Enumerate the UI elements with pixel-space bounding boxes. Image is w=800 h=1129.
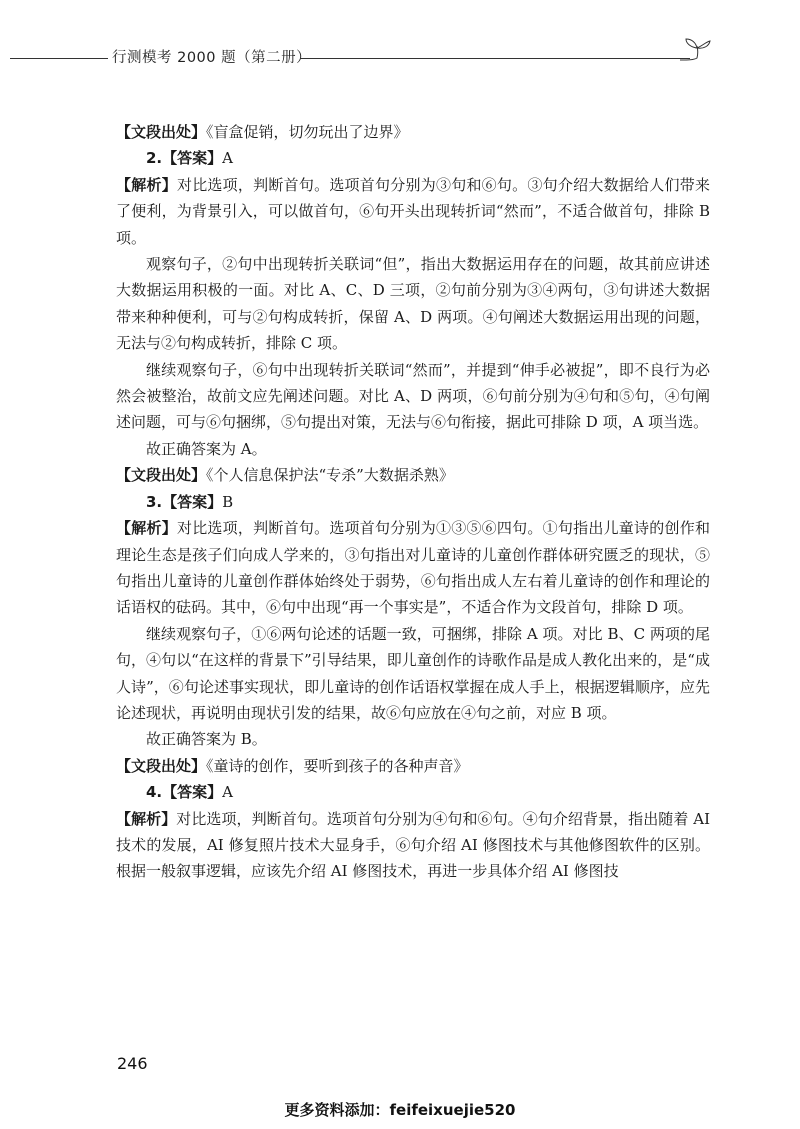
body-paragraph <box>116 119 710 145</box>
paragraph-text: 《个人信息保护法“专杀”大数据杀熟》 <box>206 466 454 485</box>
page-number: 246 <box>117 1054 148 1073</box>
body-paragraph <box>116 436 710 462</box>
body-paragraph <box>116 489 710 515</box>
paragraph-text: 故正确答案为 B。 <box>146 730 267 749</box>
paragraph-label: 4.【答案】 <box>146 783 223 802</box>
body-paragraph <box>116 806 710 885</box>
book-title: 行测模考 2000 题（第二册） <box>112 50 312 66</box>
paragraph-text: 观察句子，②句中出现转折关联词“但”，指出大数据运用存在的问题，故其前应讲述大数据运用积极的一面。对比 A、C、D 三项，②句前分别为③④两句，③句讲述大数据带来种种便利，可与②句构成转折，保留 A、D 两项。④句阐述大数据运用出现的问题，无法与②句构成转折，排除 C 项。 <box>116 255 710 353</box>
paragraph-text: 故正确答案为 A。 <box>146 439 267 458</box>
paragraph-text: 《童诗的创作，要听到孩子的各种声音》 <box>206 756 469 775</box>
paragraph-text: 对比选项，判断首句。选项首句分别为①③⑤⑥四句。①句指出儿童诗的创作和理论生态是孩子们向成人学来的，③句指出对儿童诗的儿童创作群体研究匮乏的现状，⑤句指出儿童诗的儿童创作群体始终处于弱势，⑥句指出成人左右着儿童诗的创作和理论的话语权的砝码。其中，⑥句中出现“再一个事实是”，不适合作为文段首句，排除 D 项。 <box>116 519 710 617</box>
body-paragraph <box>116 779 710 805</box>
paragraph-label: 【文段出处】 <box>116 123 207 141</box>
body-paragraph <box>116 621 710 727</box>
body-paragraph <box>116 515 710 621</box>
paragraph-text: 《盲盒促销，切勿玩出了边界》 <box>206 123 409 141</box>
paragraph-text: A <box>222 783 233 802</box>
paragraph-label: 【文段出处】 <box>116 466 207 485</box>
body-paragraph <box>116 462 710 488</box>
paragraph-text: B <box>222 492 234 511</box>
header-rule-right <box>300 58 690 59</box>
footer-note: 更多资料添加：feifeixuejie520 <box>284 1101 516 1119</box>
paragraph-label: 【文段出处】 <box>116 756 207 775</box>
paragraph-label: 【解析】 <box>116 519 177 538</box>
paragraph-text: A <box>222 149 233 168</box>
body-paragraph <box>116 753 710 779</box>
sprout-icon <box>680 38 714 64</box>
page-body <box>116 119 710 885</box>
paragraph-text: 继续观察句子，①⑥两句论述的话题一致，可捆绑，排除 A 项。对比 B、C 两项的尾句，④句以“在这样的背景下”引导结果，即儿童创作的诗歌作品是成人教化出来的，是“成人诗”，⑥句论述事实现状，即儿童诗的创作话语权掌握在成人手上，根据逻辑顺序，应先论述现状，再说明由现状引发的结果，故⑥句应放在④句之前，对应 B 项。 <box>116 624 710 722</box>
paragraph-label: 2.【答案】 <box>146 149 223 168</box>
body-paragraph <box>116 172 710 251</box>
paragraph-label: 3.【答案】 <box>146 492 223 511</box>
running-header <box>0 38 800 78</box>
body-paragraph <box>116 251 710 357</box>
paragraph-text: 对比选项，判断首句。选项首句分别为③句和⑥句。③句介绍大数据给人们带来了便利，为背景引入，可以做首句，⑥句开头出现转折词“然而”，不适合做首句，排除 B 项。 <box>116 175 710 247</box>
body-paragraph <box>116 726 710 752</box>
paragraph-text: 继续观察句子，⑥句中出现转折关联词“然而”，并提到“伸手必被捉”，即不良行为必然会被整治，故前文应先阐述问题。对比 A、D 两项，⑥句前分别为④句和⑤句，④句阐述问题，可与⑥句捆绑，⑤句提出对策，无法与⑥句衔接，据此可排除 D 项，A 项当选。 <box>116 360 710 432</box>
body-paragraph <box>116 145 710 171</box>
paragraph-label: 【解析】 <box>116 809 177 828</box>
header-rule-left <box>10 58 108 59</box>
paragraph-label: 【解析】 <box>116 175 177 194</box>
body-paragraph <box>116 357 710 436</box>
paragraph-text: 对比选项，判断首句。选项首句分别为④句和⑥句。④句介绍背景，指出随着 AI 技术的发展，AI 修复照片技术大显身手，⑥句介绍 AI 修图技术与其他修图软件的区别。根据一般叙事逻辑，应该先介绍 AI 修图技术，再进一步具体介绍 AI 修图技 <box>116 809 710 881</box>
